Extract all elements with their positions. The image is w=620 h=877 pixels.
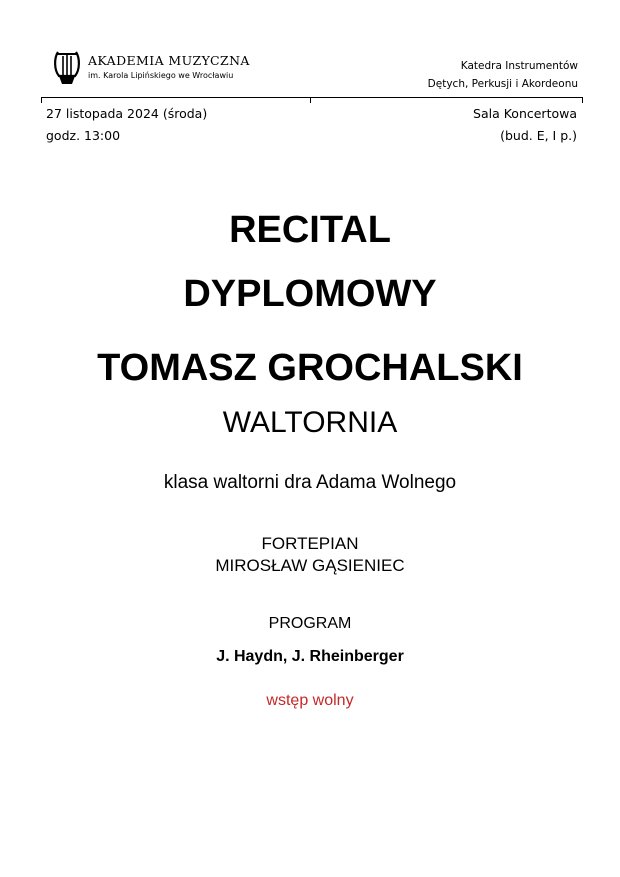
program-composers: J. Haydn, J. Rheinberger <box>216 648 404 665</box>
program-label: PROGRAM <box>268 615 352 632</box>
piano-label: FORTEPIAN <box>261 534 359 553</box>
performer-name: TOMASZ GROCHALSKI <box>97 347 523 389</box>
title-line-1: RECITAL <box>229 209 391 251</box>
department-line-2: Dętych, Perkusji i Akordeonu <box>427 78 578 90</box>
divider-tick-center <box>310 97 311 103</box>
event-date: 27 listopada 2024 (środa) <box>46 106 208 121</box>
instrument: WALTORNIA <box>222 406 398 439</box>
institution-subtitle: im. Karola Lipińskiego we Wrocławiu <box>88 71 234 80</box>
department-line-1: Katedra Instrumentów <box>460 60 578 72</box>
event-venue-detail: (bud. E, I p.) <box>500 128 577 143</box>
lyre-icon <box>52 48 82 88</box>
institution-name: AKADEMIA MUZYCZNA <box>88 53 250 68</box>
header-divider <box>41 97 583 98</box>
divider-tick-right <box>582 97 583 103</box>
divider-tick-left <box>41 97 42 103</box>
admission-note: wstęp wolny <box>266 692 354 709</box>
title-line-2: DYPLOMOWY <box>183 273 437 315</box>
event-venue: Sala Koncertowa <box>473 106 577 121</box>
pianist-name: MIROSŁAW GĄSIENIEC <box>215 556 405 575</box>
class-info: klasa waltorni dra Adama Wolnego <box>163 472 457 493</box>
event-time: godz. 13:00 <box>46 128 121 143</box>
